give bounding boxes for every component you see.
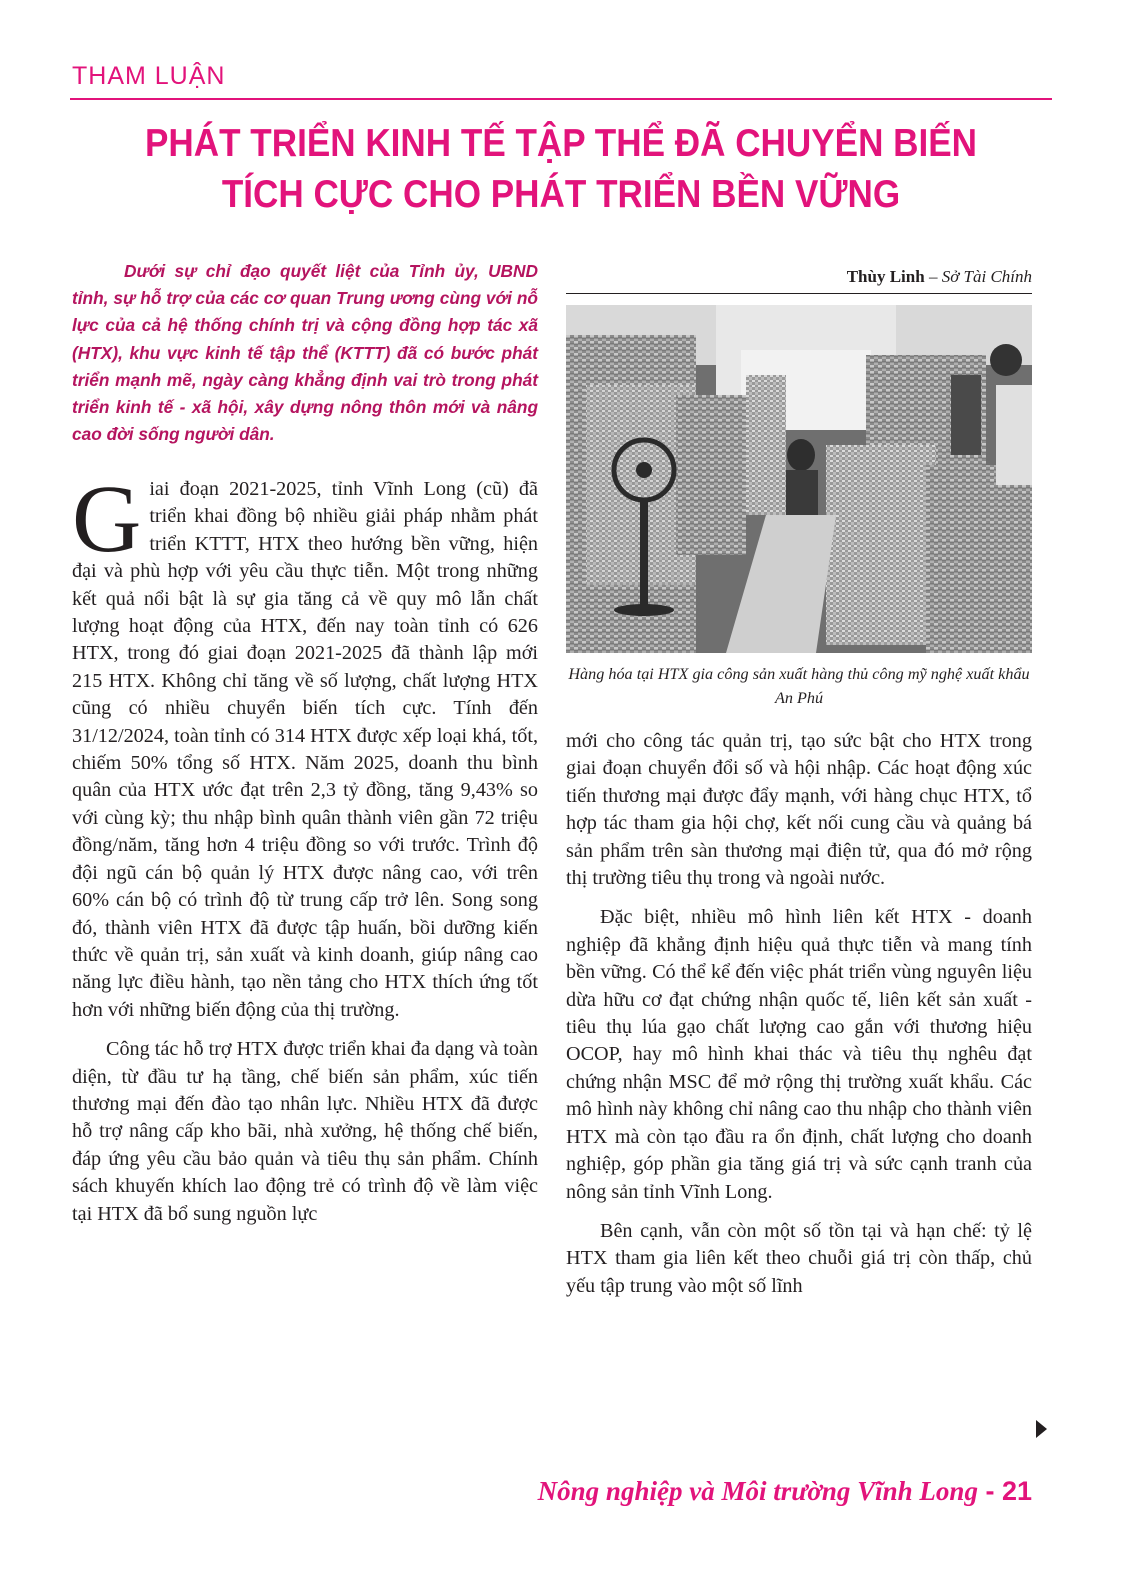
- article-title: [110, 118, 1012, 220]
- body-paragraph-5: Bên cạnh, vẫn còn một số tồn tại và hạn chế: tỷ lệ HTX tham gia liên kết theo chuỗi giá trị còn thấp, chủ yếu tập trung vào một số lĩnh: [566, 1219, 1032, 1297]
- byline-author: Thùy Linh: [846, 267, 925, 286]
- byline-separator: –: [924, 267, 942, 286]
- publication-name: Nông nghiệp và Môi trường Vĩnh Long: [537, 1476, 978, 1506]
- lead-paragraph: Dưới sự chỉ đạo quyết liệt của Tỉnh ủy, UBND tỉnh, sự hỗ trợ của các cơ quan Trung ương cùng với nỗ lực của cả hệ thống chính trị và cộng đồng hợp tác xã (HTX), khu vực kinh tế tập thể (KTTT) đã có bước phát triển mạnh mẽ, ngày càng khẳng định vai trò trong phát triển kinh tế - xã hội, xây dựng nông thôn mới và nâng cao đời sống người dân.: [72, 261, 538, 445]
- byline-rule: [566, 293, 1032, 294]
- header-rule: [70, 98, 1052, 100]
- body-paragraph-2: Công tác hỗ trợ HTX được triển khai đa dạng và toàn diện, từ đầu tư hạ tầng, chế biến sản phẩm, xúc tiến thương mại đến đào tạo nhân lực. Nhiều HTX đã được hỗ trợ nâng cấp kho bãi, nhà xưởng, hệ thống chế biến, đáp ứng yêu cầu bảo quản và tiêu thụ sản phẩm. Chính sách khuyến khích lao động trẻ có trình độ về làm việc tại HTX đã bổ sung nguồn lực: [72, 1038, 539, 1225]
- article-column-1: [72, 465, 539, 1228]
- body-paragraph-1-text: iai đoạn 2021-2025, tỉnh Vĩnh Long (cũ) đã triển khai đồng bộ nhiều giải pháp nhằm phát triển KTTT, HTX theo hướng bền vững, hiện đại và phù hợp với yêu cầu thực tiễn. Một trong những kết quả nổi bật là sự gia tăng cả về quy mô lẫn chất lượng hoạt động của HTX, đến nay toàn tỉnh có 626 HTX, trong đó giai đoạn 2021-2025 đã thành lập mới 215 HTX. Không chỉ tăng về số lượng, chất lượng HTX cũng có nhiều chuyển biến tích cực. Tính đến 31/12/2024, toàn tỉnh có 314 HTX được xếp loại khá, tốt, chiếm 50% tổng số HTX. Năm 2025, doanh thu bình quân của HTX ước đạt trên 2,3 tỷ đồng, tăng 9,43% so với cùng kỳ; thu nhập bình quân thành viên gần 72 triệu đồng/năm, tăng hơn 4 triệu đồng so với trước. Trình độ đội ngũ cán bộ quản lý HTX được nâng cao, với trên 60% cán bộ có trình độ từ trung cấp trở lên. Song song đó, thành viên HTX đã được tập huấn, bồi dưỡng kiến thức về quản trị, sản xuất và kinh doanh, giúp nâng cao năng lực điều hành, tạo nền tảng cho HTX thích ứng tốt hơn với những biến động của thị trường.: [72, 478, 538, 1021]
- byline: [847, 267, 1032, 287]
- body-paragraph-3: mới cho công tác quản trị, tạo sức bật cho HTX trong giai đoạn chuyển đổi số và hội nhập. Các hoạt động xúc tiến thương mại được đẩy mạnh, với hàng chục HTX, tổ hợp tác tham gia hội chợ, kết nối cung cầu và quảng bá sản phẩm trên sàn thương mại điện tử, qua đó mở rộng thị trường tiêu thụ trong và ngoài nước.: [566, 730, 1032, 890]
- body-paragraph-4: Đặc biệt, nhiều mô hình liên kết HTX - doanh nghiệp đã khẳng định hiệu quả thực tiễn và mang tính bền vững. Có thể kể đến việc phát triển vùng nguyên liệu dừa hữu cơ đạt chứng nhận quốc tế, liên kết sản xuất - tiêu thụ lúa gạo chất lượng cao gắn với thương hiệu OCOP, hay mô hình khai thác và tiêu thụ nghêu đạt chứng nhận MSC để mở rộng thị trường xuất khẩu. Các mô hình này không chỉ nâng cao thu nhập cho thành viên HTX mà còn tạo đầu ra ổn định, chất lượng cho doanh nghiệp, góp phần gia tăng giá trị và sức cạnh tranh của nông sản tỉnh Vĩnh Long.: [566, 906, 1032, 1203]
- drop-cap: G: [72, 465, 142, 572]
- continue-arrow-icon: [1036, 1420, 1047, 1438]
- page-number: 21: [1001, 1476, 1032, 1506]
- article-photo: [566, 305, 1032, 653]
- title-line-2: TÍCH CỰC CHO PHÁT TRIỂN BỀN VỮNG: [221, 173, 901, 216]
- footer-separator: -: [977, 1476, 1002, 1506]
- photo-caption: Hàng hóa tại HTX gia công sản xuất hàng thủ công mỹ nghệ xuất khẩu An Phú: [568, 665, 1030, 707]
- page-footer: [538, 1476, 1032, 1507]
- warehouse-photo: [566, 305, 1032, 653]
- byline-org: Sở Tài Chính: [941, 267, 1032, 286]
- body-paragraph-1: [72, 465, 538, 1024]
- title-line-1: PHÁT TRIỂN KINH TẾ TẬP THỂ ĐÃ CHUYỂN BIẾN: [144, 122, 978, 165]
- section-label: THAM LUẬN: [72, 62, 226, 90]
- article-column-2: [566, 728, 1032, 1300]
